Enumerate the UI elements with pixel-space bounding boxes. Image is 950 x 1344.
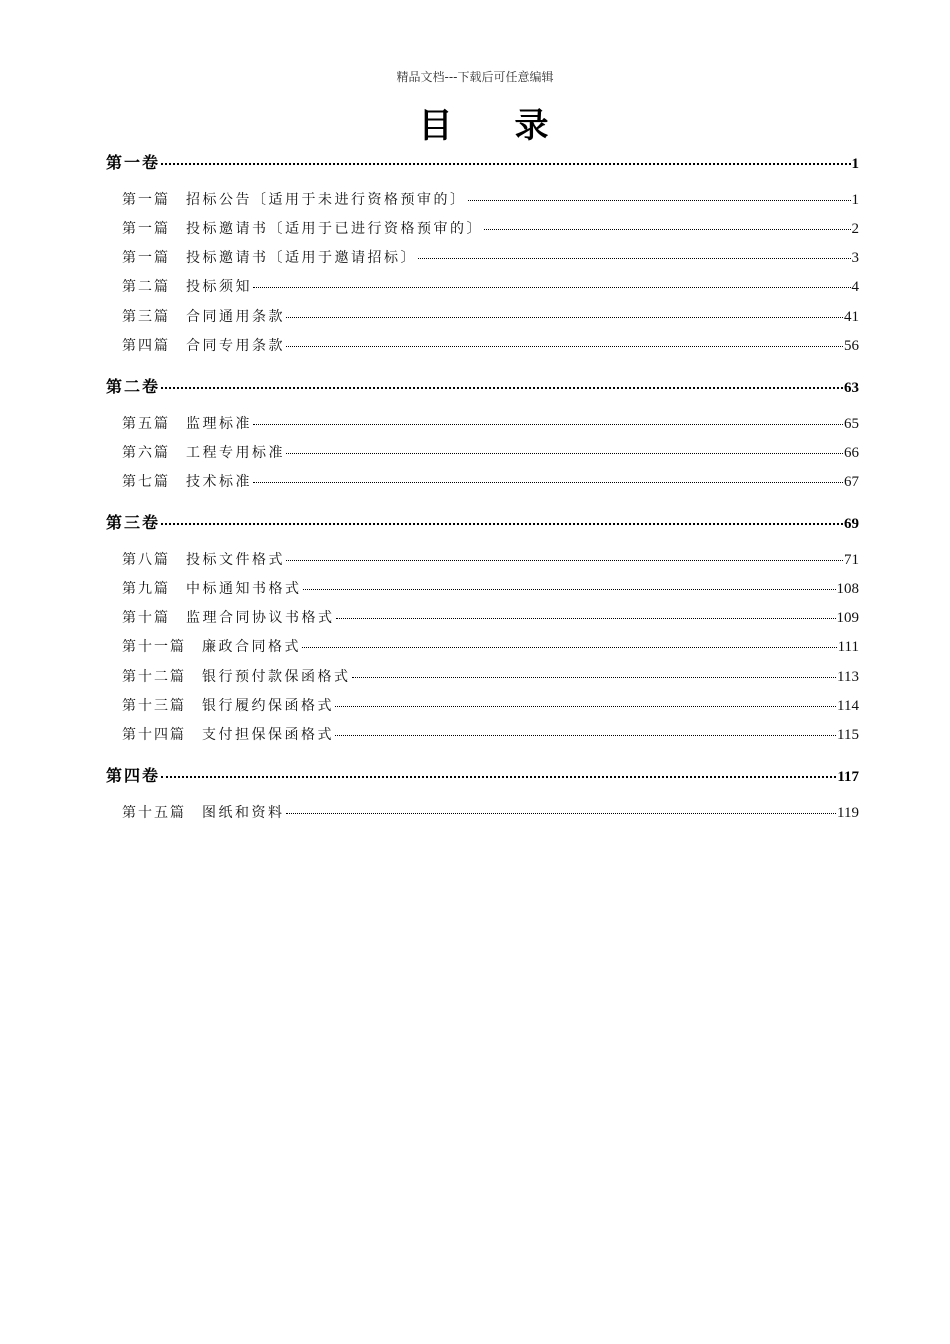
toc-dot-leader bbox=[335, 735, 836, 736]
toc-dot-leader bbox=[286, 453, 843, 454]
toc-dot-leader bbox=[253, 424, 843, 425]
toc-chapter-title: 监理标准 bbox=[186, 416, 252, 432]
toc-page-number: 65 bbox=[844, 416, 859, 432]
toc-page-number: 3 bbox=[851, 250, 859, 266]
toc-chapter-title: 合同通用条款 bbox=[186, 309, 285, 325]
toc-volume-label: 第二卷 bbox=[106, 377, 161, 396]
toc-page-number: 117 bbox=[837, 769, 859, 785]
toc-page-number: 71 bbox=[844, 552, 859, 568]
toc-chapter-entry[interactable] bbox=[122, 218, 859, 238]
toc-chapter-title: 投标邀请书〔适用于已进行资格预审的〕 bbox=[186, 221, 483, 237]
toc-chapter-label bbox=[122, 471, 252, 491]
toc-dot-leader bbox=[161, 776, 836, 778]
toc-dot-leader bbox=[302, 647, 837, 648]
toc-page-number: 108 bbox=[836, 581, 859, 597]
toc-dot-leader bbox=[161, 387, 843, 389]
toc-chapter-title: 招标公告〔适用于未进行资格预审的〕 bbox=[186, 192, 467, 208]
toc-chapter-entry[interactable] bbox=[122, 802, 859, 822]
toc-chapter-entry[interactable] bbox=[122, 724, 859, 744]
toc-chapter-title: 投标邀请书〔适用于邀请招标〕 bbox=[186, 250, 417, 266]
toc-title-part2: 录 bbox=[514, 106, 549, 146]
toc-chapter-number: 第七篇 bbox=[122, 474, 170, 490]
toc-chapter-label bbox=[122, 695, 334, 715]
toc-chapter-title: 工程专用标准 bbox=[186, 445, 285, 461]
toc-chapter-label bbox=[122, 636, 301, 656]
toc-title bbox=[0, 98, 950, 147]
toc-chapter-entry[interactable] bbox=[122, 306, 859, 326]
toc-page-number: 119 bbox=[837, 805, 859, 821]
toc-chapter-number: 第九篇 bbox=[122, 581, 170, 597]
toc-page-number: 114 bbox=[837, 698, 859, 714]
toc-chapter-number: 第八篇 bbox=[122, 552, 170, 568]
toc-chapter-label bbox=[122, 306, 285, 326]
toc-page-number: 111 bbox=[837, 639, 859, 655]
toc-page-number: 2 bbox=[851, 221, 859, 237]
toc-volume-entry[interactable] bbox=[106, 150, 859, 173]
toc-chapter-title: 银行预付款保函格式 bbox=[202, 669, 351, 685]
toc-volume-label: 第一卷 bbox=[106, 153, 161, 172]
toc-chapter-number: 第十三篇 bbox=[122, 698, 186, 714]
toc-dot-leader bbox=[303, 589, 836, 590]
toc-page-number: 1 bbox=[851, 192, 859, 208]
toc-chapter-label bbox=[122, 276, 252, 296]
toc-chapter-entry[interactable] bbox=[122, 442, 859, 462]
toc-chapter-number: 第一篇 bbox=[122, 250, 170, 266]
toc-volume-entry[interactable] bbox=[106, 510, 859, 533]
toc-chapter-entry[interactable] bbox=[122, 247, 859, 267]
toc-chapter-entry[interactable] bbox=[122, 636, 859, 656]
toc-chapter-entry[interactable] bbox=[122, 413, 859, 433]
toc-dot-leader bbox=[484, 229, 851, 230]
toc-chapter-entry[interactable] bbox=[122, 549, 859, 569]
toc-chapter-number: 第十篇 bbox=[122, 610, 170, 626]
toc-page-number: 67 bbox=[844, 474, 859, 490]
toc-page-number: 69 bbox=[844, 516, 859, 532]
toc-volume-entry[interactable] bbox=[106, 763, 859, 786]
toc-dot-leader bbox=[161, 523, 843, 525]
toc-chapter-title: 投标须知 bbox=[186, 279, 252, 295]
toc-chapter-label bbox=[122, 189, 467, 209]
toc-page-number: 115 bbox=[837, 727, 859, 743]
toc-chapter-title: 支付担保保函格式 bbox=[202, 727, 334, 743]
toc-dot-leader bbox=[253, 482, 843, 483]
toc-chapter-entry[interactable] bbox=[122, 666, 859, 686]
toc-dot-leader bbox=[335, 706, 836, 707]
toc-page-number: 63 bbox=[844, 380, 859, 396]
toc-chapter-label bbox=[122, 578, 302, 598]
toc-chapter-number: 第三篇 bbox=[122, 309, 170, 325]
toc-chapter-label bbox=[122, 247, 417, 267]
toc-chapter-entry[interactable] bbox=[122, 276, 859, 296]
toc-dot-leader bbox=[161, 163, 850, 165]
toc-volume-label: 第三卷 bbox=[106, 513, 161, 532]
toc-chapter-label bbox=[122, 607, 335, 627]
toc-volume-entry[interactable] bbox=[106, 374, 859, 397]
toc-chapter-title: 图纸和资料 bbox=[202, 805, 285, 821]
toc-dot-leader bbox=[253, 287, 851, 288]
toc-chapter-label bbox=[122, 335, 285, 355]
toc-dot-leader bbox=[336, 618, 836, 619]
toc-chapter-label bbox=[122, 218, 483, 238]
toc-chapter-number: 第二篇 bbox=[122, 279, 170, 295]
toc-dot-leader bbox=[286, 560, 843, 561]
toc-chapter-number: 第四篇 bbox=[122, 338, 170, 354]
toc-chapter-label bbox=[122, 549, 285, 569]
toc-page-number: 41 bbox=[844, 309, 859, 325]
toc-chapter-title: 投标文件格式 bbox=[186, 552, 285, 568]
toc-chapter-entry[interactable] bbox=[122, 471, 859, 491]
toc-chapter-title: 中标通知书格式 bbox=[186, 581, 302, 597]
toc-chapter-entry[interactable] bbox=[122, 189, 859, 209]
toc-chapter-label bbox=[122, 413, 252, 433]
toc-chapter-number: 第六篇 bbox=[122, 445, 170, 461]
toc-chapter-number: 第十五篇 bbox=[122, 805, 186, 821]
toc-page-number: 4 bbox=[851, 279, 859, 295]
header-note: 精品文档---下载后可任意编辑 bbox=[396, 70, 554, 84]
toc-volume-label: 第四卷 bbox=[106, 766, 161, 785]
toc-page-number: 1 bbox=[851, 156, 859, 172]
toc-dot-leader bbox=[286, 813, 837, 814]
toc-dot-leader bbox=[286, 346, 843, 347]
toc-chapter-label bbox=[122, 442, 285, 462]
toc-chapter-label bbox=[122, 802, 285, 822]
toc-page-number: 113 bbox=[837, 669, 859, 685]
toc-chapter-title: 廉政合同格式 bbox=[202, 639, 301, 655]
toc-chapter-entry[interactable] bbox=[122, 578, 859, 598]
toc-chapter-title: 银行履约保函格式 bbox=[202, 698, 334, 714]
toc-dot-leader bbox=[286, 317, 843, 318]
toc-dot-leader bbox=[468, 200, 851, 201]
toc-page-number: 66 bbox=[844, 445, 859, 461]
toc-page-number: 56 bbox=[844, 338, 859, 354]
toc-chapter-number: 第五篇 bbox=[122, 416, 170, 432]
toc-chapter-number: 第十二篇 bbox=[122, 669, 186, 685]
toc-chapter-number: 第一篇 bbox=[122, 192, 170, 208]
toc-chapter-label bbox=[122, 724, 334, 744]
toc-chapter-number: 第十四篇 bbox=[122, 727, 186, 743]
toc-chapter-entry[interactable] bbox=[122, 335, 859, 355]
toc-dot-leader bbox=[418, 258, 851, 259]
toc-chapter-number: 第十一篇 bbox=[122, 639, 186, 655]
toc-chapter-title: 监理合同协议书格式 bbox=[186, 610, 335, 626]
toc-chapter-number: 第一篇 bbox=[122, 221, 170, 237]
toc-chapter-entry[interactable] bbox=[122, 695, 859, 715]
toc-chapter-label bbox=[122, 666, 351, 686]
toc-chapter-title: 技术标准 bbox=[186, 474, 252, 490]
toc-chapter-entry[interactable] bbox=[122, 607, 859, 627]
toc-title-part1: 目 bbox=[418, 106, 453, 146]
toc-page-number: 109 bbox=[836, 610, 859, 626]
toc-chapter-title: 合同专用条款 bbox=[186, 338, 285, 354]
toc-dot-leader bbox=[352, 677, 837, 678]
